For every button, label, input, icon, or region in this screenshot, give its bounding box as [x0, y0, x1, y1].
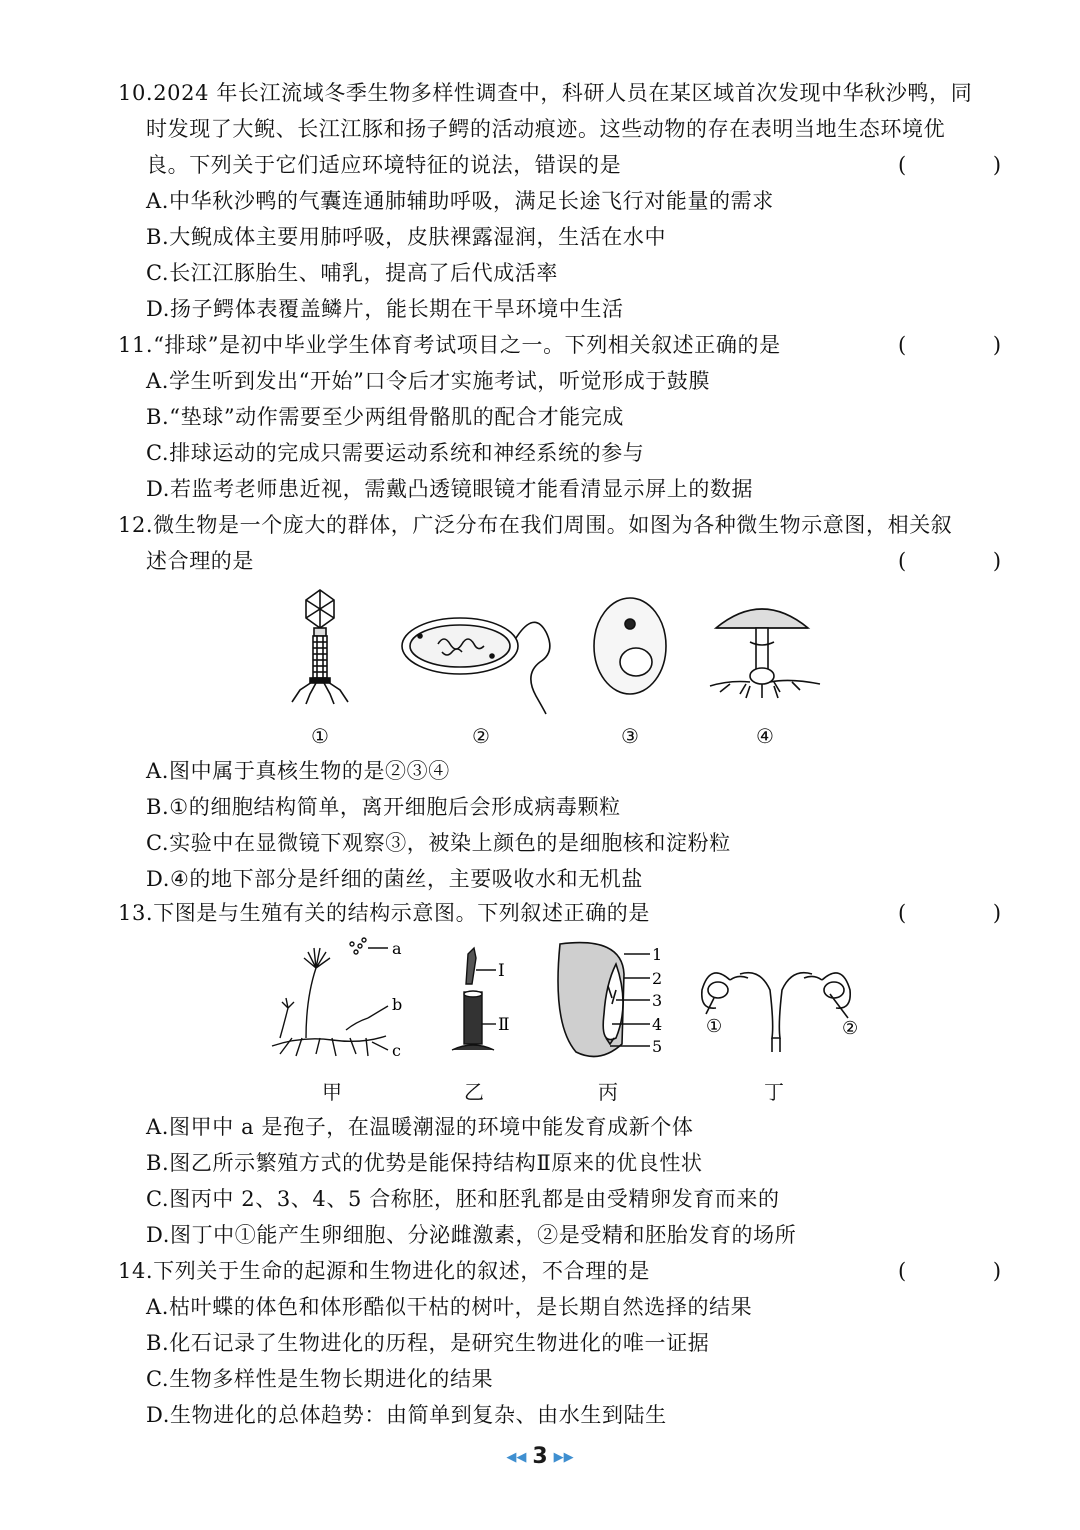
q10-stem-line2: 时发现了大鲵、长江江豚和扬子鳄的活动痕迹。这些动物的存在表明当地生态环境优: [146, 117, 946, 141]
q12-label-3: ③: [621, 724, 639, 748]
q11-option-b: B.“垫球”动作需要至少两组骨骼肌的配合才能完成: [146, 405, 624, 429]
q14-answer-bracket: ( ): [898, 1259, 1042, 1283]
bacteriophage-drawing: [292, 590, 348, 704]
seed-label-1: 1: [652, 945, 663, 964]
q10-stem-line3: 良。下列关于它们适应环境特征的说法，错误的是: [146, 153, 622, 177]
graft-label-stock: Ⅱ: [498, 1015, 510, 1035]
q13-caption-jia: 甲: [322, 1080, 342, 1104]
q12-label-4: ④: [756, 724, 774, 748]
page-number: 3: [532, 1444, 548, 1469]
q11-option-c: C.排球运动的完成只需要运动系统和神经系统的参与: [146, 441, 645, 465]
q10-option-b: B.大鲵成体主要用肺呼吸，皮肤裸露湿润，生活在水中: [146, 225, 667, 249]
q14-option-c: C.生物多样性是生物长期进化的结果: [146, 1367, 494, 1391]
prev-arrows-icon: ◀◀: [506, 1449, 527, 1465]
q12-answer-bracket: ( ): [898, 549, 1042, 573]
q13-caption-ding: 丁: [764, 1080, 784, 1104]
q12-stem-line1: 12.微生物是一个庞大的群体，广泛分布在我们周围。如图为各种微生物示意图，相关叙: [118, 513, 953, 537]
yeast-cell-drawing: [594, 598, 666, 694]
mold-drawing: [272, 938, 388, 1056]
q13-reproduction-figure: [260, 934, 860, 1064]
q13-option-c: C.图丙中 2、3、4、5 合称胚，胚和胚乳都是由受精卵发育而来的: [146, 1187, 780, 1211]
seed-label-3: 3: [652, 991, 663, 1010]
next-arrows-icon: ▶▶: [553, 1449, 574, 1465]
seed-label-4: 4: [652, 1015, 663, 1034]
q12-option-b: B.①的细胞结构简单，离开细胞后会形成病毒颗粒: [146, 795, 621, 819]
seed-label-5: 5: [652, 1037, 663, 1056]
grafting-drawing: [452, 948, 496, 1050]
q13-option-b: B.图乙所示繁殖方式的优势是能保持结构Ⅱ原来的优良性状: [146, 1151, 703, 1175]
mold-label-a: a: [392, 939, 402, 958]
mold-label-b: b: [392, 995, 403, 1014]
mushroom-drawing: [710, 609, 820, 698]
q12-stem-line2: 述合理的是: [146, 549, 254, 573]
seed-label-2: 2: [652, 969, 663, 988]
q12-label-2: ②: [472, 724, 490, 748]
q12-option-d: D.④的地下部分是纤细的菌丝，主要吸收水和无机盐: [146, 867, 643, 891]
q14-option-a: A.枯叶蝶的体色和体形酷似干枯的树叶，是长期自然选择的结果: [146, 1295, 753, 1319]
q10-stem-line1: 10.2024 年长江流域冬季生物多样性调查中，科研人员在某区域首次发现中华秋沙鸭，同: [118, 81, 973, 105]
q14-option-b: B.化石记录了生物进化的历程，是研究生物进化的唯一证据: [146, 1331, 710, 1355]
q11-option-a: A.学生听到发出“开始”口令后才实施考试，听觉形成于鼓膜: [146, 369, 711, 393]
female-reproductive-drawing: [702, 973, 850, 1052]
q10-option-d: D.扬子鳄体表覆盖鳞片，能长期在干旱环境中生活: [146, 297, 624, 321]
q10-answer-bracket: ( ): [898, 153, 1042, 177]
q12-microorganism-figure: [270, 586, 830, 716]
q11-option-d: D.若监考老师患近视，需戴凸透镜眼镜才能看清显示屏上的数据: [146, 477, 754, 501]
q13-option-a: A.图甲中 a 是孢子，在温暖潮湿的环境中能发育成新个体: [146, 1115, 694, 1139]
q13-stem: 13.下图是与生殖有关的结构示意图。下列叙述正确的是: [118, 901, 650, 925]
q11-stem: 11.“排球”是初中毕业学生体育考试项目之一。下列相关叙述正确的是: [118, 333, 781, 357]
bacterium-drawing: [402, 618, 550, 714]
q13-option-d: D.图丁中①能产生卵细胞、分泌雌激素，②是受精和胚胎发育的场所: [146, 1223, 797, 1247]
q13-caption-yi: 乙: [464, 1080, 484, 1104]
q11-answer-bracket: ( ): [898, 333, 1042, 357]
organ-label-2: ②: [842, 1018, 859, 1039]
q13-answer-bracket: ( ): [898, 901, 1042, 925]
q14-stem: 14.下列关于生命的起源和生物进化的叙述，不合理的是: [118, 1259, 650, 1283]
q13-caption-bing: 丙: [598, 1080, 618, 1104]
q12-option-c: C.实验中在显微镜下观察③，被染上颜色的是细胞核和淀粉粒: [146, 831, 731, 855]
q12-option-a: A.图中属于真核生物的是②③④: [146, 759, 450, 783]
organ-label-1: ①: [706, 1016, 723, 1037]
page-number-footer: [0, 1444, 1080, 1469]
q14-option-d: D.生物进化的总体趋势：由简单到复杂、由水生到陆生: [146, 1403, 667, 1427]
q10-option-a: A.中华秋沙鸭的气囊连通肺辅助呼吸，满足长途飞行对能量的需求: [146, 189, 774, 213]
mold-label-c: c: [392, 1041, 401, 1060]
corn-seed-drawing: [558, 943, 650, 1057]
graft-label-scion: Ⅰ: [498, 961, 505, 981]
q12-label-1: ①: [311, 724, 329, 748]
q10-option-c: C.长江江豚胎生、哺乳，提高了后代成活率: [146, 261, 558, 285]
